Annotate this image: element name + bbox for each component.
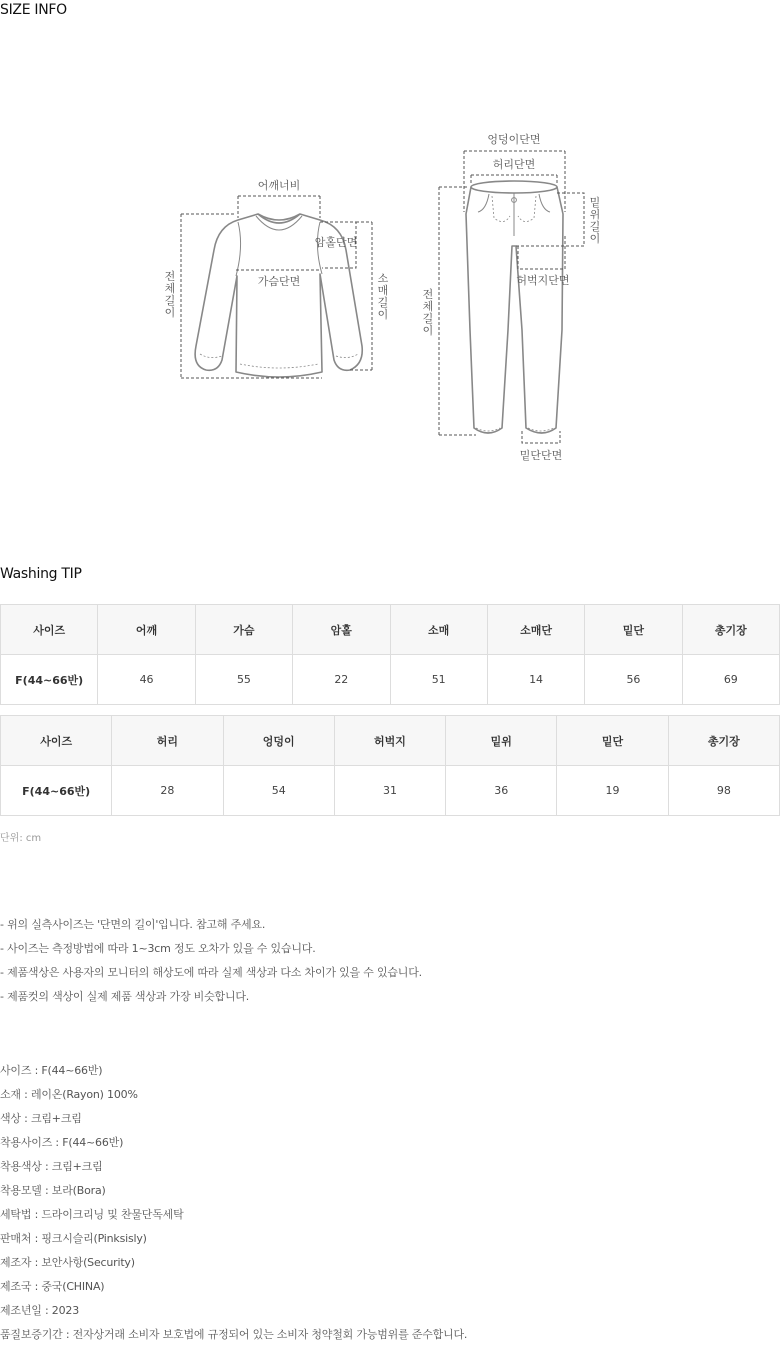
- rise-char-4: 이: [589, 232, 601, 245]
- label-hem: 밑단단면: [519, 449, 563, 462]
- spec-item: 품질보증기간 : 전자상거래 소비자 보호법에 규정되어 있는 소비자 청약철회 가능범위를 준수합니다.: [0, 1328, 468, 1341]
- size-info-heading: SIZE INFO: [0, 2, 67, 18]
- rise-char-3: 길: [589, 220, 601, 233]
- spec-item: 제조자 : 보안사항(Security): [0, 1256, 135, 1269]
- sleeve-length-char-2: 매: [377, 284, 389, 297]
- value-cell: 98: [668, 766, 779, 816]
- value-cell: 28: [112, 766, 223, 816]
- size-label-cell: F(44~66반): [1, 766, 112, 816]
- value-cell: 22: [293, 655, 390, 705]
- bottom-total-length-char-2: 체: [422, 300, 434, 313]
- value-cell: 69: [682, 655, 779, 705]
- spec-item: 착용사이즈 : F(44~66반): [0, 1136, 124, 1149]
- bottom-total-length-char-4: 이: [422, 324, 434, 337]
- spec-item: 판매처 : 핑크시슬리(Pinksisly): [0, 1232, 147, 1245]
- label-waist: 허리단면: [492, 158, 536, 171]
- table-row: [1, 655, 780, 705]
- unit-note: 단위: cm: [0, 833, 42, 844]
- note-item: - 제품컷의 색상이 실제 제품 색상과 가장 비슷합니다.: [0, 990, 250, 1003]
- table-row: [1, 766, 780, 816]
- header-cell: 소매: [390, 605, 487, 655]
- table-header-row: [1, 605, 780, 655]
- value-cell: 56: [585, 655, 682, 705]
- spec-item: 색상 : 크림+크림: [0, 1112, 82, 1125]
- header-cell: 밑단: [557, 716, 668, 766]
- top-size-table: [0, 604, 780, 705]
- spec-item: 세탁법 : 드라이크리닝 및 찬물단독세탁: [0, 1208, 184, 1221]
- label-chest: 가슴단면: [257, 275, 301, 288]
- value-cell: 36: [446, 766, 557, 816]
- spec-item: 제조국 : 중국(CHINA): [0, 1280, 105, 1293]
- header-cell: 엉덩이: [223, 716, 334, 766]
- label-thigh: 허벅지단면: [516, 274, 570, 287]
- spec-item: 제조년일 : 2023: [0, 1304, 79, 1317]
- bottom-total-length-char-1: 전: [422, 288, 434, 301]
- bottom-total-length-char-3: 길: [422, 312, 434, 325]
- label-sleeve-length: [378, 272, 389, 321]
- size-diagram: [0, 120, 780, 470]
- note-item: - 위의 실측사이즈는 '단면의 길이'입니다. 참고해 주세요.: [0, 918, 266, 931]
- product-spec-list: [0, 1062, 467, 1348]
- label-shoulder-width: 어깨너비: [257, 179, 301, 192]
- value-cell: 31: [334, 766, 445, 816]
- label-hip: 엉덩이단면: [487, 133, 541, 146]
- label-rise: [590, 195, 601, 245]
- label-armhole: 암홀단면: [314, 236, 358, 249]
- spec-item: 소재 : 레이온(Rayon) 100%: [0, 1088, 138, 1101]
- header-cell: 암홀: [293, 605, 390, 655]
- top-total-length-char-1: 전: [164, 270, 176, 283]
- header-cell: 총기장: [668, 716, 779, 766]
- header-cell: 허벅지: [334, 716, 445, 766]
- header-cell: 총기장: [682, 605, 779, 655]
- value-cell: 54: [223, 766, 334, 816]
- size-label-cell: F(44~66반): [1, 655, 98, 705]
- value-cell: 14: [487, 655, 584, 705]
- header-cell: 가슴: [195, 605, 292, 655]
- table-header-row: [1, 716, 780, 766]
- label-top-total-length: [165, 269, 176, 319]
- bottom-size-table: [0, 715, 780, 816]
- spec-item: 사이즈 : F(44~66반): [0, 1064, 103, 1077]
- rise-char-2: 위: [589, 208, 601, 221]
- note-item: - 제품색상은 사용자의 모니터의 해상도에 따라 실제 색상과 다소 차이가 있을 수 있습니다.: [0, 966, 422, 979]
- spec-item: 착용색상 : 크림+크림: [0, 1160, 103, 1173]
- value-cell: 55: [195, 655, 292, 705]
- top-total-length-char-2: 체: [164, 282, 176, 295]
- sleeve-length-char-1: 소: [377, 272, 389, 285]
- value-cell: 46: [98, 655, 195, 705]
- note-item: - 사이즈는 측정방법에 따라 1~3cm 정도 오차가 있을 수 있습니다.: [0, 942, 316, 955]
- header-cell: 허리: [112, 716, 223, 766]
- header-cell: 소매단: [487, 605, 584, 655]
- header-cell: 밑단: [585, 605, 682, 655]
- top-total-length-char-3: 길: [164, 294, 176, 307]
- header-cell: 밑위: [446, 716, 557, 766]
- spec-item: 착용모델 : 보라(Bora): [0, 1184, 106, 1197]
- header-cell: 어깨: [98, 605, 195, 655]
- label-bottom-total-length: [423, 287, 434, 337]
- notes-list: [0, 916, 422, 1012]
- sleeve-length-char-3: 길: [377, 296, 389, 309]
- washing-tip-heading: Washing TIP: [0, 566, 82, 582]
- bottom-garment-illustration: [466, 181, 563, 433]
- header-cell: 사이즈: [1, 716, 112, 766]
- top-total-length-char-4: 이: [164, 306, 176, 319]
- sleeve-length-char-4: 이: [377, 308, 389, 321]
- value-cell: 19: [557, 766, 668, 816]
- value-cell: 51: [390, 655, 487, 705]
- header-cell: 사이즈: [1, 605, 98, 655]
- rise-char-1: 밑: [589, 196, 601, 209]
